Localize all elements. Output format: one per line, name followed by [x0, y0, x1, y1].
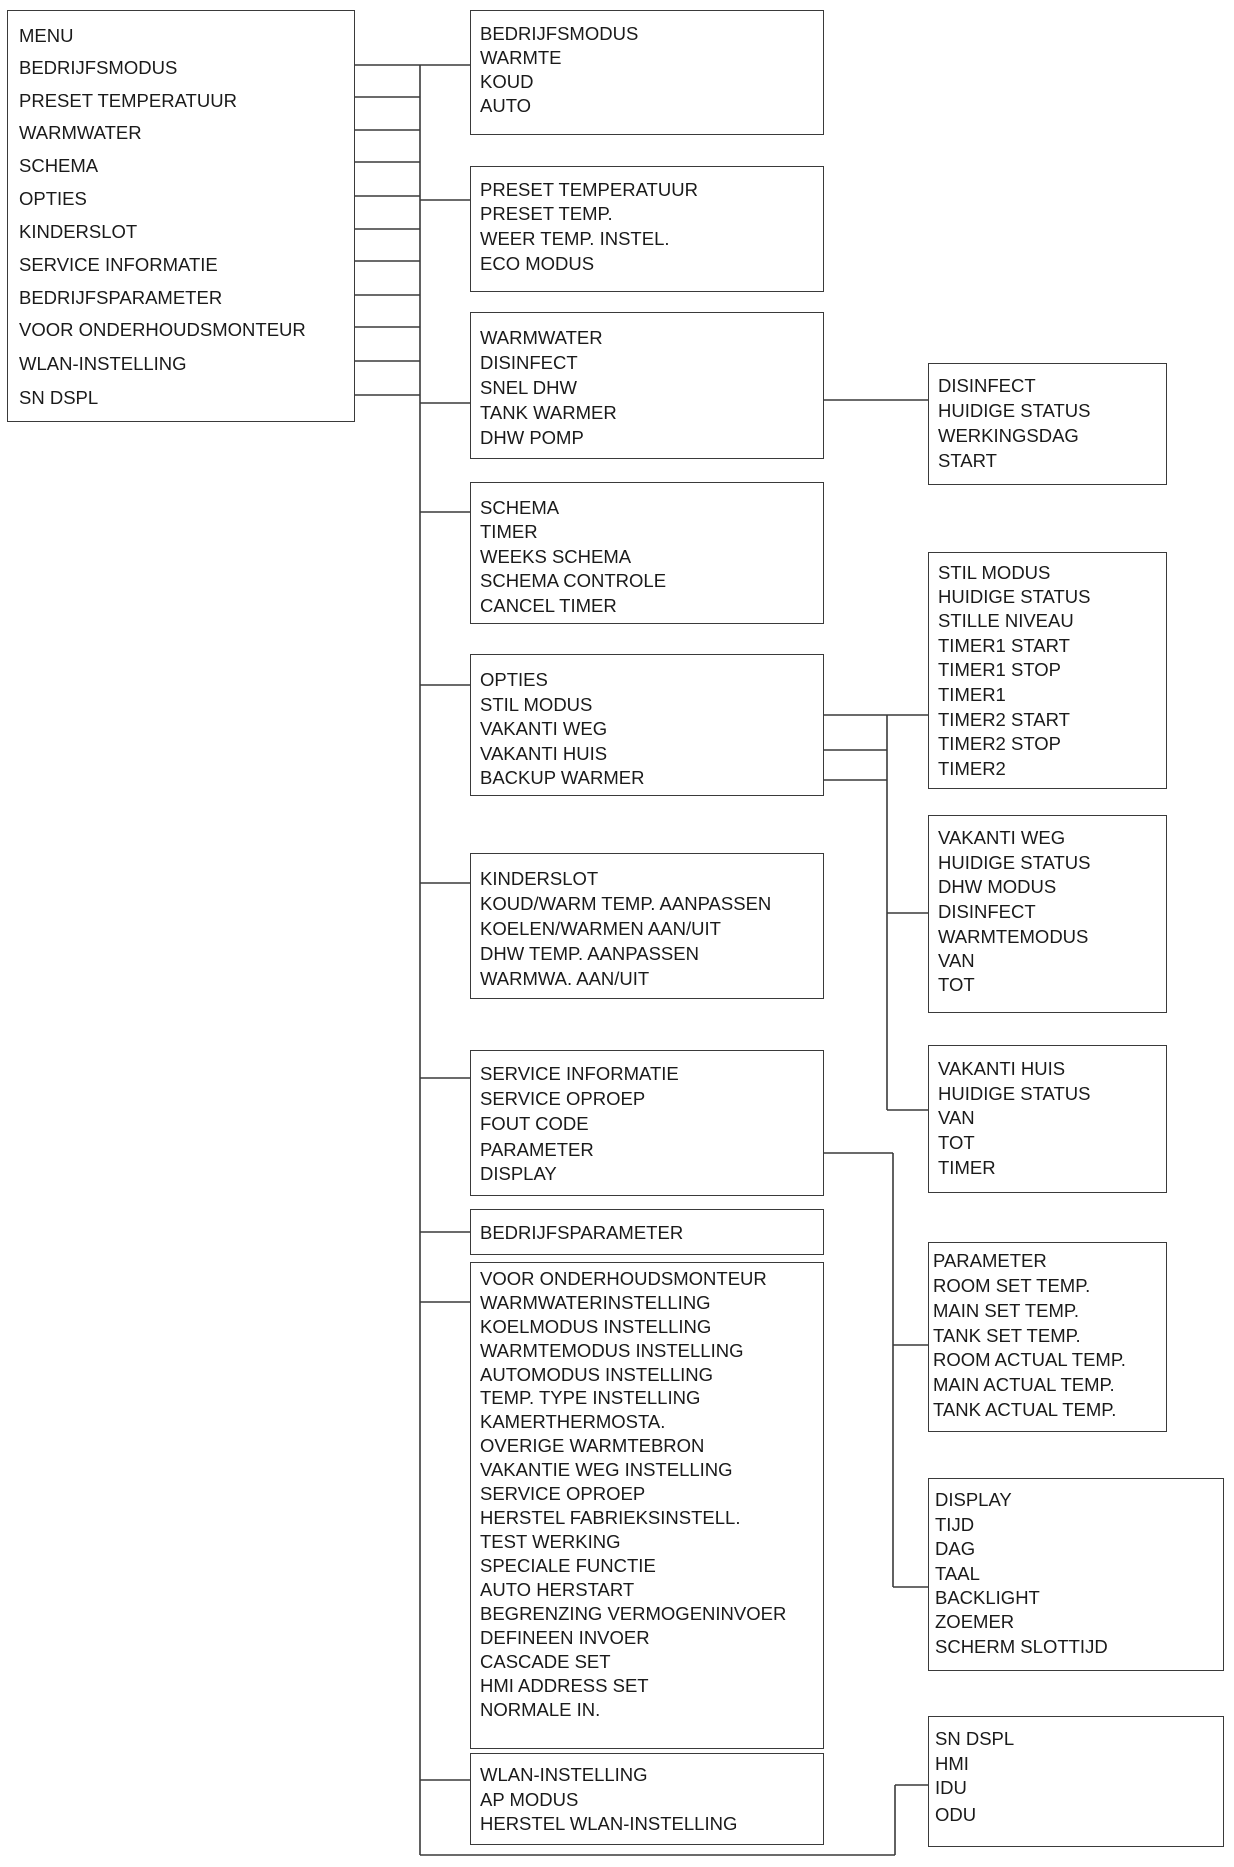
submenu-item[interactable]: KOELEN/WARMEN AAN/UIT — [480, 918, 721, 939]
submenu-item[interactable]: SPECIALE FUNCTIE — [480, 1555, 656, 1576]
submenu-item[interactable]: WEEKS SCHEMA — [480, 546, 632, 567]
subsubmenu-item[interactable]: VAN — [938, 950, 975, 971]
submenu-wlan-instelling — [470, 1753, 824, 1845]
subsubmenu-item[interactable]: TIMER2 START — [938, 709, 1070, 730]
subsubmenu-parameter — [928, 1242, 1167, 1432]
submenu-item[interactable]: PRESET TEMP. — [480, 203, 613, 224]
submenu-item[interactable]: VOOR ONDERHOUDSMONTEUR — [480, 1268, 767, 1289]
submenu-item[interactable]: KAMERTHERMOSTA. — [480, 1411, 666, 1432]
submenu-item[interactable]: SNEL DHW — [480, 377, 577, 398]
submenu-item[interactable]: WARMTEMODUS INSTELLING — [480, 1340, 744, 1361]
submenu-item[interactable]: HERSTEL FABRIEKSINSTELL. — [480, 1507, 741, 1528]
subsubmenu-item[interactable]: DAG — [935, 1538, 976, 1559]
subsubmenu-display — [928, 1478, 1224, 1671]
menu-item-schema[interactable]: SCHEMA — [19, 155, 99, 176]
submenu-item[interactable]: WARMWATERINSTELLING — [480, 1292, 711, 1313]
submenu-item[interactable]: AUTO — [480, 95, 532, 116]
submenu-item[interactable]: SCHEMA — [480, 497, 560, 518]
submenu-item[interactable]: CASCADE SET — [480, 1651, 611, 1672]
subsubmenu-item[interactable]: IDU — [935, 1777, 967, 1798]
submenu-item[interactable]: PARAMETER — [480, 1139, 594, 1160]
submenu-item[interactable]: KOUD — [480, 71, 534, 92]
submenu-item[interactable]: TEST WERKING — [480, 1531, 621, 1552]
menu-item-bedrijfsmodus[interactable]: BEDRIJFSMODUS — [19, 57, 178, 78]
submenu-item[interactable]: OVERIGE WARMTEBRON — [480, 1435, 705, 1456]
submenu-item[interactable]: WLAN-INSTELLING — [480, 1764, 648, 1785]
submenu-item[interactable]: FOUT CODE — [480, 1113, 589, 1134]
subsubmenu-item[interactable]: TANK SET TEMP. — [933, 1325, 1081, 1346]
subsubmenu-item[interactable]: ZOEMER — [935, 1611, 1015, 1632]
subsubmenu-stil-modus — [928, 552, 1167, 789]
subsubmenu-item[interactable]: DHW MODUS — [938, 876, 1057, 897]
submenu-item[interactable]: WARMTE — [480, 47, 562, 68]
submenu-item[interactable]: VAKANTI HUIS — [480, 743, 608, 764]
submenu-bedrijfsparameter — [470, 1209, 824, 1255]
submenu-item[interactable]: KOUD/WARM TEMP. AANPASSEN — [480, 893, 772, 914]
submenu-item[interactable]: DEFINEEN INVOER — [480, 1627, 650, 1648]
menu-item-voor-onderhoudsmonteur[interactable]: VOOR ONDERHOUDSMONTEUR — [19, 319, 306, 340]
subsubmenu-vakanti-huis — [928, 1045, 1167, 1193]
subsubmenu-item[interactable]: HUIDIGE STATUS — [938, 1083, 1091, 1104]
submenu-item[interactable]: OPTIES — [480, 669, 548, 690]
subsubmenu-item[interactable]: VAN — [938, 1107, 975, 1128]
subsubmenu-item[interactable]: TANK ACTUAL TEMP. — [933, 1399, 1117, 1420]
submenu-item[interactable]: KOELMODUS INSTELLING — [480, 1316, 712, 1337]
subsubmenu-item[interactable]: MAIN SET TEMP. — [933, 1300, 1079, 1321]
subsubmenu-item[interactable]: DISINFECT — [938, 375, 1036, 396]
submenu-kinderslot — [470, 853, 824, 999]
subsubmenu-item[interactable]: TIMER1 START — [938, 635, 1070, 656]
submenu-opties — [470, 654, 824, 796]
menu-item-sn-dspl[interactable]: SN DSPL — [19, 387, 99, 408]
subsubmenu-disinfect — [928, 363, 1167, 485]
menu-item-service-informatie[interactable]: SERVICE INFORMATIE — [19, 254, 218, 275]
submenu-schema — [470, 482, 824, 624]
subsubmenu-sn-dspl — [928, 1716, 1224, 1847]
submenu-item[interactable]: HMI ADDRESS SET — [480, 1675, 649, 1696]
subsubmenu-item[interactable]: SCHERM SLOTTIJD — [935, 1636, 1108, 1657]
menu-item-preset-temperatuur[interactable]: PRESET TEMPERATUUR — [19, 90, 237, 111]
submenu-preset-temperatuur — [470, 166, 824, 292]
subsubmenu-item[interactable]: TAAL — [935, 1563, 980, 1584]
menu-title: MENU — [19, 25, 74, 46]
submenu-item[interactable]: DISPLAY — [480, 1163, 557, 1184]
subsubmenu-item[interactable]: TIMER — [938, 1157, 996, 1178]
submenu-item[interactable]: NORMALE IN. — [480, 1699, 601, 1720]
subsubmenu-item[interactable]: TIMER2 STOP — [938, 733, 1062, 754]
subsubmenu-item[interactable]: PARAMETER — [933, 1250, 1047, 1271]
submenu-bedrijfsmodus — [470, 10, 824, 135]
menu-item-bedrijfsparameter[interactable]: BEDRIJFSPARAMETER — [19, 287, 223, 308]
subsubmenu-vakanti-weg — [928, 815, 1167, 1013]
subsubmenu-item[interactable]: TIMER2 — [938, 758, 1006, 779]
subsubmenu-item[interactable]: TOT — [938, 1132, 975, 1153]
subsubmenu-item[interactable]: TIJD — [935, 1514, 975, 1535]
subsubmenu-item[interactable]: TIMER1 STOP — [938, 659, 1062, 680]
submenu-item[interactable]: DHW TEMP. AANPASSEN — [480, 943, 699, 964]
submenu-warmwater — [470, 312, 824, 459]
submenu-item[interactable]: CANCEL TIMER — [480, 595, 617, 616]
subsubmenu-item[interactable]: START — [938, 450, 997, 471]
subsubmenu-item[interactable]: ODU — [935, 1804, 977, 1825]
submenu-item[interactable]: WARMWA. AAN/UIT — [480, 968, 650, 989]
subsubmenu-item[interactable]: ROOM ACTUAL TEMP. — [933, 1349, 1126, 1370]
submenu-item[interactable]: BEDRIJFSMODUS — [480, 23, 639, 44]
subsubmenu-item[interactable]: STILLE NIVEAU — [938, 610, 1074, 631]
submenu-voor-onderhoudsmonteur — [470, 1262, 824, 1749]
submenu-item[interactable]: TIMER — [480, 521, 538, 542]
submenu-item[interactable]: VAKANTI WEG — [480, 718, 608, 739]
submenu-item[interactable]: PRESET TEMPERATUUR — [480, 179, 698, 200]
subsubmenu-item[interactable]: ROOM SET TEMP. — [933, 1275, 1091, 1296]
submenu-item[interactable]: VAKANTIE WEG INSTELLING — [480, 1459, 733, 1480]
submenu-item[interactable]: BEDRIJFSPARAMETER — [480, 1222, 684, 1243]
subsubmenu-item[interactable]: TIMER1 — [938, 684, 1006, 705]
subsubmenu-item[interactable]: BACKLIGHT — [935, 1587, 1040, 1608]
submenu-item[interactable]: TANK WARMER — [480, 402, 617, 423]
submenu-item[interactable]: DHW POMP — [480, 427, 584, 448]
subsubmenu-item[interactable]: HUIDIGE STATUS — [938, 852, 1091, 873]
subsubmenu-item[interactable]: VAKANTI HUIS — [938, 1058, 1066, 1079]
submenu-item[interactable]: SERVICE OPROEP — [480, 1088, 646, 1109]
submenu-service-informatie — [470, 1050, 824, 1196]
subsubmenu-item[interactable]: HUIDIGE STATUS — [938, 400, 1091, 421]
subsubmenu-item[interactable]: WERKINGSDAG — [938, 425, 1079, 446]
submenu-item[interactable]: BACKUP WARMER — [480, 767, 645, 788]
menu-item-wlan-instelling[interactable]: WLAN-INSTELLING — [19, 353, 187, 374]
submenu-item[interactable]: AUTOMODUS INSTELLING — [480, 1364, 714, 1385]
submenu-item[interactable]: DISINFECT — [480, 352, 578, 373]
menu-item-kinderslot[interactable]: KINDERSLOT — [19, 221, 138, 242]
subsubmenu-item[interactable]: TOT — [938, 974, 975, 995]
submenu-item[interactable]: HERSTEL WLAN-INSTELLING — [480, 1813, 738, 1834]
submenu-item[interactable]: ECO MODUS — [480, 253, 595, 274]
submenu-item[interactable]: BEGRENZING VERMOGENINVOER — [480, 1603, 787, 1624]
submenu-item[interactable]: SCHEMA CONTROLE — [480, 570, 667, 591]
subsubmenu-item[interactable]: MAIN ACTUAL TEMP. — [933, 1374, 1115, 1395]
subsubmenu-item[interactable]: DISINFECT — [938, 901, 1036, 922]
subsubmenu-item[interactable]: WARMTEMODUS — [938, 926, 1089, 947]
submenu-item[interactable]: WARMWATER — [480, 327, 603, 348]
subsubmenu-item[interactable]: DISPLAY — [935, 1489, 1012, 1510]
submenu-item[interactable]: SERVICE INFORMATIE — [480, 1063, 679, 1084]
submenu-item[interactable]: STIL MODUS — [480, 694, 593, 715]
submenu-item[interactable]: AUTO HERSTART — [480, 1579, 635, 1600]
subsubmenu-item[interactable]: STIL MODUS — [938, 562, 1051, 583]
subsubmenu-item[interactable]: HUIDIGE STATUS — [938, 586, 1091, 607]
subsubmenu-item[interactable]: VAKANTI WEG — [938, 827, 1066, 848]
submenu-item[interactable]: KINDERSLOT — [480, 868, 599, 889]
submenu-item[interactable]: AP MODUS — [480, 1789, 579, 1810]
menu-item-warmwater[interactable]: WARMWATER — [19, 122, 142, 143]
menu-item-opties[interactable]: OPTIES — [19, 188, 87, 209]
main-menu-box — [7, 10, 355, 422]
submenu-item[interactable]: WEER TEMP. INSTEL. — [480, 228, 670, 249]
subsubmenu-item[interactable]: HMI — [935, 1753, 969, 1774]
subsubmenu-item[interactable]: SN DSPL — [935, 1728, 1015, 1749]
submenu-item[interactable]: SERVICE OPROEP — [480, 1483, 646, 1504]
submenu-item[interactable]: TEMP. TYPE INSTELLING — [480, 1387, 701, 1408]
